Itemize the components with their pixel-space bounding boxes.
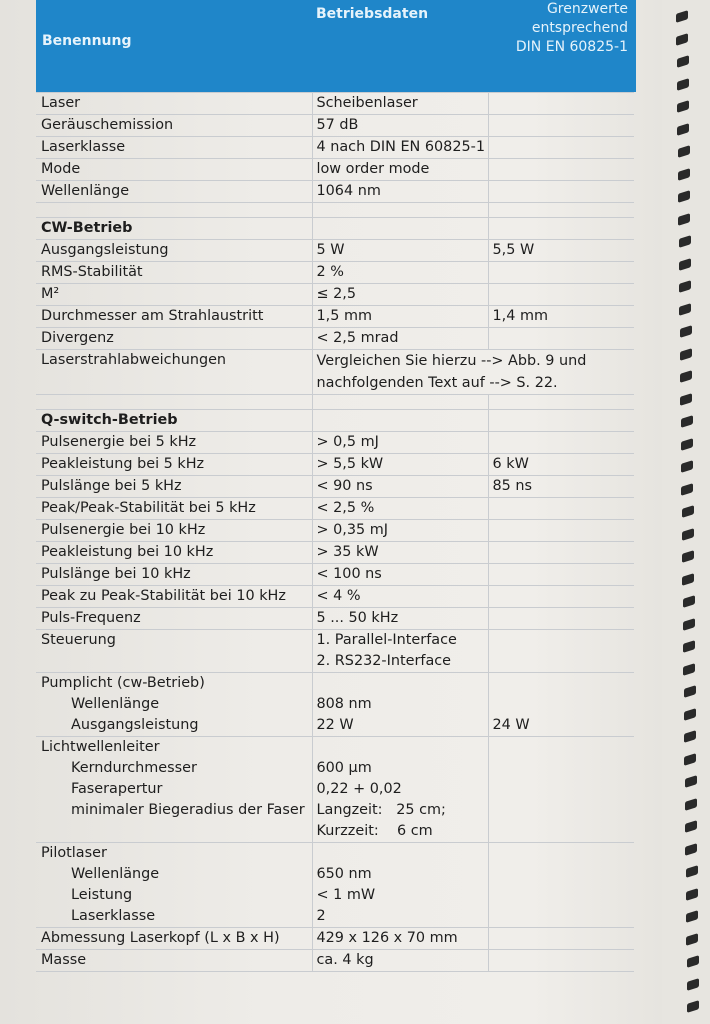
cw-limit: 5,5 W [488,240,634,262]
binding-ring [686,910,698,923]
binding-ring [677,78,689,91]
fiber-values [312,737,488,843]
qswitch-value: < 100 ns [312,564,488,586]
general-value: 4 nach DIN EN 60825-1 [312,137,488,159]
cw-limit [488,262,634,284]
pump-power-value: 22 W [316,717,354,733]
control-line-1: 1. Parallel-Interface [316,632,457,648]
qswitch-label: Peak zu Peak-Stabilität bei 10 kHz [36,586,312,608]
qswitch-value: > 5,5 kW [312,454,488,476]
pilot-class-value: 2 [316,908,326,924]
qswitch-value: < 90 ns [312,476,488,498]
qswitch-value: > 0,35 mJ [312,520,488,542]
cw-label: RMS-Stabilität [36,262,312,284]
binding-ring [681,460,693,473]
dims-value: 429 x 126 x 70 mm [312,928,488,950]
pump-values [312,673,488,737]
general-row [36,181,634,203]
deviation-value [312,350,634,395]
mass-value: ca. 4 kg [312,950,488,972]
header-limit-line-3: DIN EN 60825-1 [515,39,628,55]
qswitch-value: > 0,5 mJ [312,432,488,454]
binding-ring [676,33,688,46]
pump-section [36,673,634,737]
general-label: Mode [36,159,312,181]
cw-label: M² [36,284,312,306]
control-section [36,630,634,673]
binding-ring [681,415,693,428]
binding-ring [685,798,697,811]
header-name: Benennung [42,33,132,49]
pilot-wl-label: Wellenlänge [71,866,160,882]
header-limit [488,0,628,57]
spec-sheet [36,0,636,972]
binding-ring [680,393,692,406]
fiber-heading: Lichtwellenleiter [41,739,160,755]
binding-ring [680,348,692,361]
fiber-core-label: Kerndurchmesser [71,760,197,776]
cw-value: 2 % [312,262,488,284]
binding-ring [685,820,697,833]
header-limit-line-2: entsprechend [531,20,628,36]
binding-ring [687,978,699,991]
qswitch-value: < 4 % [312,586,488,608]
pilot-heading: Pilotlaser [41,845,107,861]
qswitch-label: Peak/Peak-Stabilität bei 5 kHz [36,498,312,520]
binding-ring [682,573,694,586]
binding-ring [686,933,698,946]
qswitch-rows [36,432,634,630]
binding-ring [686,888,698,901]
binding-ring [677,55,689,68]
qswitch-limit [488,498,634,520]
pilot-power-label: Leistung [71,887,133,903]
deviation-line-1: Vergleichen Sie hierzu --> Abb. 9 und [316,353,587,369]
cw-section [36,203,634,240]
binding-ring [679,303,691,316]
deviation-label: Laserstrahlabweichungen [36,350,312,395]
fiber-na-value: 0,22 + 0,02 [316,781,402,797]
binding-ring [687,955,699,968]
binding-ring [680,370,692,383]
binding-ring [685,843,697,856]
dims-label: Abmessung Laserkopf (L x B x H) [36,928,312,950]
qswitch-label: Pulsenergie bei 10 kHz [36,520,312,542]
binding-ring [679,280,691,293]
fiber-bend-long: Langzeit: 25 cm; [316,802,446,818]
qswitch-limit [488,542,634,564]
cw-value: 5 W [312,240,488,262]
cw-deviation [36,350,634,432]
qswitch-label: Pulsenergie bei 5 kHz [36,432,312,454]
pilot-values [312,843,488,928]
pilot-class-label: Laserklasse [71,908,156,924]
qswitch-value: < 2,5 % [312,498,488,520]
cw-row [36,328,634,350]
pilot-section [36,843,634,972]
binding-ring [679,235,691,248]
qswitch-limit: 6 kW [488,454,634,476]
fiber-labels [36,737,312,843]
binding-ring [685,775,697,788]
binding-ring [678,168,690,181]
pump-heading: Pumplicht (cw-Betrieb) [41,675,205,691]
general-row [36,115,634,137]
control-line-2: 2. RS232-Interface [316,653,452,669]
qswitch-limit [488,608,634,630]
fiber-bend-label: minimaler Biegeradius der Faser [71,802,305,818]
binding-ring [680,325,692,338]
qswitch-limit [488,586,634,608]
qswitch-limit [488,432,634,454]
pump-labels [36,673,312,737]
cw-limit [488,284,634,306]
qswitch-limit: 85 ns [488,476,634,498]
general-value: low order mode [312,159,488,181]
binding-ring [684,730,696,743]
control-value [312,630,488,673]
binding-ring [678,145,690,158]
qswitch-value: > 35 kW [312,542,488,564]
qswitch-row [36,542,634,564]
qswitch-row [36,608,634,630]
table-header [36,0,636,92]
general-section [36,93,634,203]
binding-ring [679,258,691,271]
spec-table [36,92,634,972]
general-label: Laserklasse [36,137,312,159]
binding-ring [681,438,693,451]
binding-ring [686,865,698,878]
binding-ring [677,100,689,113]
cw-row [36,240,634,262]
cw-label: Durchmesser am Strahlaustritt [36,306,312,328]
qswitch-label: Peakleistung bei 10 kHz [36,542,312,564]
binding-ring [683,640,695,653]
qswitch-row [36,454,634,476]
cw-rows [36,240,634,350]
pump-power-limit: 24 W [492,717,530,733]
pump-wl-value: 808 nm [316,696,372,712]
cw-value: 1,5 mm [312,306,488,328]
binding-ring [678,213,690,226]
binding-ring [682,505,694,518]
binding-ring [684,753,696,766]
general-limit [488,93,634,115]
cw-heading: CW-Betrieb [36,218,312,240]
general-label: Geräuschemission [36,115,312,137]
fiber-bend-short: Kurzzeit: 6 cm [316,823,433,839]
general-row [36,159,634,181]
binding-ring [682,528,694,541]
qswitch-heading: Q-switch-Betrieb [36,410,312,432]
cw-label: Divergenz [36,328,312,350]
qswitch-row [36,586,634,608]
qswitch-label: Puls-Frequenz [36,608,312,630]
pilot-labels [36,843,312,928]
cw-limit [488,328,634,350]
qswitch-label: Pulslänge bei 10 kHz [36,564,312,586]
fiber-section [36,737,634,843]
qswitch-label: Peakleistung bei 5 kHz [36,454,312,476]
general-row [36,137,634,159]
binding-ring [678,190,690,203]
binding-ring [676,10,688,23]
qswitch-row [36,498,634,520]
spiral-binding [662,0,710,1024]
cw-row [36,262,634,284]
binding-ring [687,1000,699,1013]
pilot-wl-value: 650 nm [316,866,372,882]
qswitch-row [36,564,634,586]
qswitch-value: 5 ... 50 kHz [312,608,488,630]
cw-value: < 2,5 mrad [312,328,488,350]
qswitch-label: Pulslänge bei 5 kHz [36,476,312,498]
cw-row [36,306,634,328]
general-limit [488,115,634,137]
mass-label: Masse [36,950,312,972]
qswitch-limit [488,520,634,542]
binding-ring [684,708,696,721]
qswitch-row [36,476,634,498]
pump-limits [488,673,634,737]
binding-ring [681,483,693,496]
fiber-na-label: Faserapertur [71,781,163,797]
deviation-line-2: nachfolgenden Text auf --> S. 22. [316,375,558,391]
control-label: Steuerung [36,630,312,673]
header-data: Betriebsdaten [316,6,429,22]
qswitch-limit [488,564,634,586]
general-label: Laser [36,93,312,115]
cw-row [36,284,634,306]
fiber-core-value: 600 µm [316,760,372,776]
pilot-power-value: < 1 mW [316,887,376,903]
general-limit [488,181,634,203]
general-limit [488,137,634,159]
binding-ring [683,618,695,631]
pump-wl-label: Wellenlänge [71,696,160,712]
general-value: Scheibenlaser [312,93,488,115]
general-value: 1064 nm [312,181,488,203]
general-row [36,93,634,115]
cw-value: ≤ 2,5 [312,284,488,306]
qswitch-row [36,520,634,542]
binding-ring [683,663,695,676]
cw-limit: 1,4 mm [488,306,634,328]
general-label: Wellenlänge [36,181,312,203]
pump-power-label: Ausgangsleistung [71,717,199,733]
binding-ring [677,123,689,136]
header-limit-line-1: Grenzwerte [546,1,628,17]
cw-label: Ausgangsleistung [36,240,312,262]
binding-ring [682,550,694,563]
binding-ring [684,685,696,698]
qswitch-row [36,432,634,454]
binding-ring [683,595,695,608]
general-limit [488,159,634,181]
general-value: 57 dB [312,115,488,137]
